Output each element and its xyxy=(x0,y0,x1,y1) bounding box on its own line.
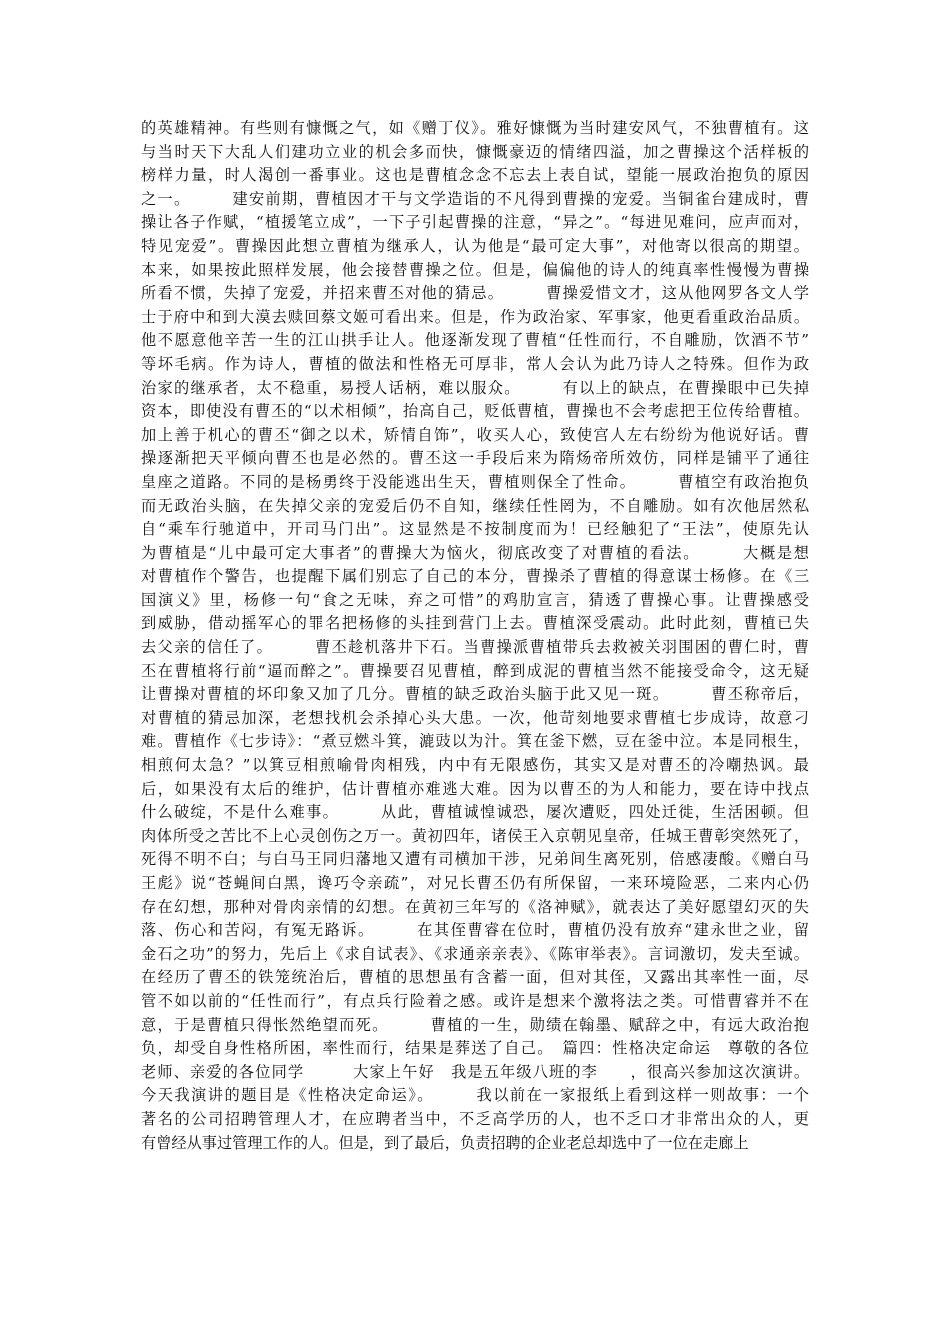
text-line: 著名的公司招聘管理人才，在应聘者当中，不乏高学历的人，也不乏口才非常出众的人，更 xyxy=(141,1109,809,1128)
text-line: 为曹植是“儿中最可定大事者”的曹操大为恼火，彻底改变了对曹植的看法。 大概是想 xyxy=(141,543,809,562)
text-line: 难。曹植作《七步诗》：“煮豆燃斗箕，漉豉以为汁。箕在釜下燃，豆在釜中泣。本是同根生， xyxy=(141,732,809,751)
text-line: 等坏毛病。作为诗人，曹植的做法和性格无可厚非，常人会认为此乃诗人之特殊。但作为政 xyxy=(141,354,809,373)
text-line: 负，却受自身性格所困，率性而行，结果是葬送了自己。 篇四：性格决定命运 尊敬的各位 xyxy=(141,1039,809,1058)
text-line: 丕在曹植将行前“逼而醉之”。曹操要召见曹植，醉到成泥的曹植当然不能接受命令，这无疑 xyxy=(141,661,809,680)
text-line: 落、伤心和苦闷，有冤无路诉。 在其侄曹睿在位时，曹植仍没有放弃“建永世之业，留 xyxy=(141,921,809,940)
text-line: 皇座之道路。不同的是杨勇终于没能逃出生天，曹植则保全了性命。 曹植空有政治抱负 xyxy=(141,472,809,491)
text-line: 本来，如果按此照样发展，他会接替曹操之位。但是，偏偏他的诗人的纯真率性慢慢为曹操 xyxy=(141,260,809,279)
text-line: 让曹操对曹植的坏印象又加了几分。曹植的缺乏政治头脑于此又见一斑。 曹丕称帝后， xyxy=(141,685,809,704)
text-line: 的英雄精神。有些则有慷慨之气，如《赠丁仪》。雅好慷慨为当时建安风气，不独曹植有。这 xyxy=(141,119,809,137)
text-line: 加上善于机心的曹丕“御之以术，矫情自饰”，收买人心，致使宫人左右纷纷为他说好话。曹 xyxy=(141,425,809,444)
text-line: 死得不明不白；与白马王同归藩地又遭有司横加干涉，兄弟间生离死别，倍感凄酸。《赠白马 xyxy=(141,850,809,869)
text-line: 士于府中和到大漠去赎回蔡文姬可看出来。但是，作为政治家、军事家，他更看重政治品质。 xyxy=(141,307,809,326)
text-line: 特见宠爱”。曹操因此想立曹植为继承人，认为他是“最可定大事”，对他寄以很高的期望。 xyxy=(141,236,809,255)
body-text xyxy=(141,117,809,1155)
text-line: 肉体所受之苦比不上心灵创伤之万一。黄初四年，诸侯王入京朝见皇帝，任城王曹彰突然死了， xyxy=(141,826,809,845)
text-line: 到威胁，借动摇军心的罪名把杨修的头挂到营门上去。曹植深受震动。此时此刻，曹植已失 xyxy=(141,614,809,633)
text-line: 之一。 建安前期，曹植因才干与文学造诣的不凡得到曹操的宠爱。当铜雀台建成时，曹 xyxy=(141,189,809,208)
text-line: 治家的继承者，太不稳重，易授人话柄，难以服众。 有以上的缺点，在曹操眼中已失掉 xyxy=(141,378,809,397)
text-line: 相煎何太急？”以箕豆相煎喻骨肉相残，内中有无限感伤，其实又是对曹丕的冷嘲热讽。最 xyxy=(141,756,809,775)
text-line: 有曾经从事过管理工作的人。但是，到了最后，负责招聘的企业老总却选中了一位在走廊上 xyxy=(141,1133,749,1152)
text-line: 与当时天下大乱人们建功立业的机会多而快，慷慨豪迈的情绪四溢，加之曹操这个活样板的 xyxy=(141,142,809,161)
text-line: 今天我演讲的题目是《性格决定命运》。 我以前在一家报纸上看到这样一则故事：一个 xyxy=(141,1086,809,1105)
text-line: 金石之功”的努力，先后上《求自试表》、《求通亲亲表》、《陈审举表》。言词激切，发夫至诚。 xyxy=(141,944,809,963)
text-line: 在经历了曹丕的铁笼统治后，曹植的思想虽有含蓄一面，但对其侄，又露出其率性一面，尽 xyxy=(141,968,809,987)
text-line: 国演义》里，杨修一句“食之无味，弃之可惜”的鸡肋宣言，猜透了曹操心事。让曹操感受 xyxy=(141,590,809,609)
text-line: 榜样力量，时人渴创一番事业。这也是曹植念念不忘去上表自试，望能一展政治抱负的原因 xyxy=(141,166,809,185)
text-line: 什么破绽，不是什么难事。 从此，曹植诚惶诚恐，屡次遭贬，四处迁徙，生活困顿。但 xyxy=(141,803,809,822)
text-line: 对曹植作个警告，也提醒下属们别忘了自己的本分，曹操杀了曹植的得意谋士杨修。在《三 xyxy=(141,567,809,586)
text-line: 管不如以前的“任性而行”，有点兵行险着之感。或许是想来个激将法之类。可惜曹睿并不在 xyxy=(141,991,809,1010)
text-line: 资本，即使没有曹丕的“以术相倾”，抬高自己，贬低曹植，曹操也不会考虑把王位传给曹植。 xyxy=(141,402,809,421)
text-line: 王彪》说“苍蝇间白黑，谗巧令亲疏”，对兄长曹丕仍有所保留，一来环境险恶，二来内心仍 xyxy=(141,874,809,892)
text-line: 后，如果没有太后的维护，估计曹植亦难逃大难。因为以曹丕的为人和能力，要在诗中找点 xyxy=(141,779,809,798)
text-line: 他不愿意他辛苦一生的江山拱手让人。他逐渐发现了曹植“任性而行，不自雕励，饮酒不节” xyxy=(141,331,809,350)
text-line: 操让各子作赋，“植援笔立成”，一下子引起曹操的注意，“异之”。“每进见难问，应声而对， xyxy=(141,213,809,232)
text-line: 自“乘车行驰道中，开司马门出”。这显然是不按制度而为！已经触犯了“王法”，使原先认 xyxy=(141,520,809,539)
text-line: 所看不惯，失掉了宠爱，并招来曹丕对他的猜忌。 曹操爱惜文才，这从他网罗各文人学 xyxy=(141,284,809,303)
text-line: 老师、亲爱的各位同学 大家上午好 我是五年级八班的李 ，很高兴参加这次演讲。 xyxy=(141,1062,809,1081)
text-line: 去父亲的信任了。 曹丕趁机落井下石。当曹操派曹植带兵去救被关羽围困的曹仁时，曹 xyxy=(141,638,809,657)
text-line: 而无政治头脑，在失掉父亲的宠爱后仍不自知，继续任性罔为，不自雕励。如有次他居然私 xyxy=(141,496,809,515)
text-line: 意，于是曹植只得怅然绝望而死。 曹植的一生，勋绩在翰墨、赋辞之中，有远大政治抱 xyxy=(141,1015,809,1034)
text-line: 操逐渐把天平倾向曹丕也是必然的。曹丕这一手段后来为隋炀帝所效仿，同样是铺平了通往 xyxy=(141,449,809,468)
text-line: 对曹植的猜忌加深，老想找机会杀掉心头大患。一次，他苛刻地要求曹植七步成诗，故意刁 xyxy=(141,708,809,727)
text-line: 存在幻想，那种对骨肉亲情的幻想。在黄初三年写的《洛神赋》，就表达了美好愿望幻灭的失 xyxy=(141,897,809,916)
